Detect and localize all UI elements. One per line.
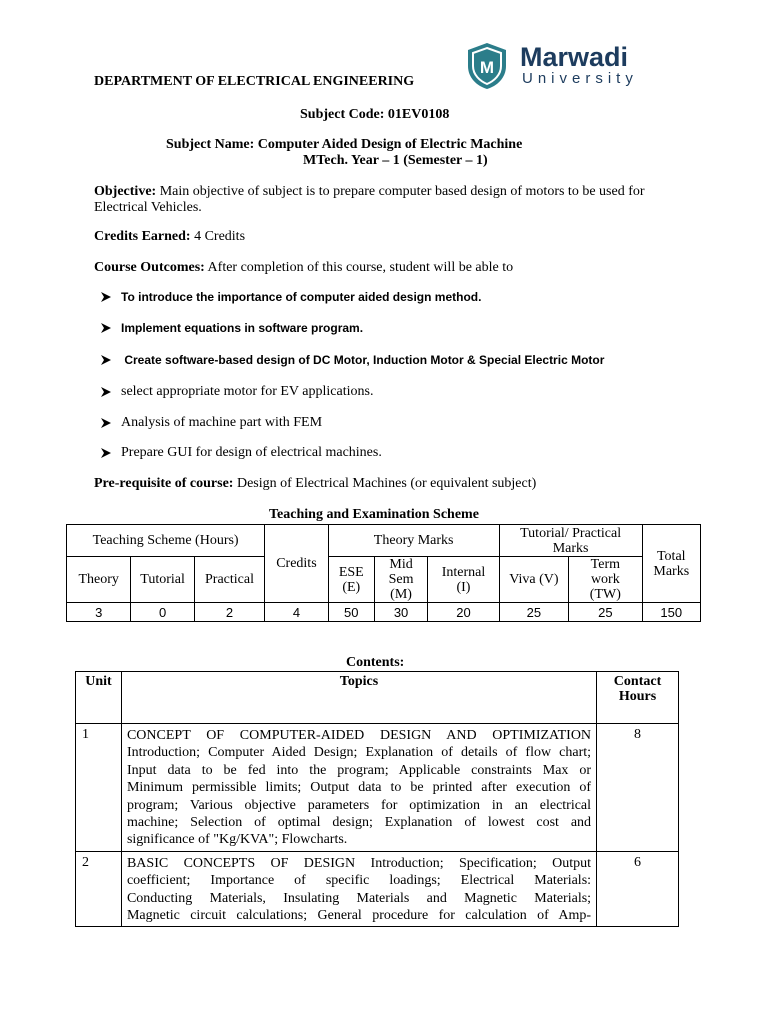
- arrow-bullet-icon: [100, 417, 112, 429]
- practical-header: Practical: [194, 557, 264, 603]
- prerequisite-label: Pre-requisite of course:: [94, 476, 234, 491]
- contact-hours: 6: [597, 851, 679, 927]
- unit-number: 2: [76, 851, 122, 927]
- contents-table: [75, 671, 679, 927]
- tutorial-header: Tutorial: [131, 557, 194, 603]
- term-work-header: Term work (TW): [569, 557, 642, 603]
- list-item: [100, 321, 363, 335]
- internal-header: Internal (I): [428, 557, 499, 603]
- list-item: [100, 445, 382, 461]
- outcome-text: To introduce the importance of computer aided design method.: [121, 290, 482, 304]
- arrow-bullet-icon: [100, 291, 112, 303]
- table-cell: 50: [328, 603, 374, 622]
- list-item: [100, 290, 481, 304]
- total-marks-header: Total Marks: [642, 525, 700, 603]
- arrow-bullet-icon: [100, 447, 112, 459]
- table-cell: 150: [642, 603, 700, 622]
- topic-cell: CONCEPT OF COMPUTER-AIDED DESIGN AND OPTIMIZATION Introduction; Computer Aided Design; Explanation of details of flow chart; Input data to be fed into the program; Applicable constraints Max or Minimum permissible limits; Output data to be printed after execution of program; Various objective parameters for optimization in an electrical machine; Selection of optimal design; Explanation of lowest cost and significance of "Kg/KVA"; Flowcharts.: [121, 724, 596, 852]
- subject-year: MTech. Year – 1 (Semester – 1): [303, 153, 488, 168]
- theory-marks-header: Theory Marks: [328, 525, 499, 557]
- outcome-text: select appropriate motor for EV applications.: [121, 384, 374, 399]
- contents-title: Contents:: [346, 655, 405, 670]
- outcome-text: Analysis of machine part with FEM: [121, 415, 323, 430]
- table-cell: 25: [569, 603, 642, 622]
- shield-icon: [466, 42, 508, 90]
- logo-text-sub: University: [522, 70, 638, 87]
- outcomes-text: After completion of this course, student will be able to: [204, 260, 514, 275]
- outcome-text: Implement equations in software program.: [121, 321, 364, 335]
- table-cell: 20: [428, 603, 499, 622]
- prerequisite-text: Design of Electrical Machines (or equivalent subject): [233, 476, 537, 491]
- list-item: [100, 384, 373, 400]
- mid-sem-header: Mid Sem (M): [374, 557, 427, 603]
- table-row: [76, 724, 679, 852]
- credits-earned: [94, 229, 245, 245]
- table-cell: 4: [265, 603, 328, 622]
- subject-name: Subject Name: Computer Aided Design of Electric Machine: [166, 137, 523, 152]
- objective-text-2: Electrical Vehicles.: [94, 200, 202, 215]
- scheme-table: [66, 524, 701, 622]
- table-cell: 2: [194, 603, 264, 622]
- tutorial-practical-header: Tutorial/ Practical Marks: [499, 525, 642, 557]
- course-outcomes: [94, 260, 513, 276]
- logo-letter: M: [479, 58, 495, 77]
- university-logo: [466, 42, 666, 90]
- theory-header: Theory: [67, 557, 131, 603]
- credits-text: 4 Credits: [190, 229, 246, 244]
- arrow-bullet-icon: [100, 386, 112, 398]
- department-title: DEPARTMENT OF ELECTRICAL ENGINEERING: [94, 74, 415, 89]
- credits-label: Credits Earned:: [94, 229, 191, 244]
- topic-cell: BASIC CONCEPTS OF DESIGN Introduction; Specification; Output coefficient; Importance of specific loadings; Electrical Materials: Conducting Materials, Insulating Materials and Magnetic Materials; Magnetic circuit calculations; General procedure for calculation of Amp-: [121, 851, 596, 927]
- contact-hours: 8: [597, 724, 679, 852]
- teaching-scheme-header: Teaching Scheme (Hours): [67, 525, 265, 557]
- table-cell: 0: [131, 603, 194, 622]
- table-cell: 25: [499, 603, 568, 622]
- objective-label: Objective:: [94, 184, 157, 199]
- subject-code: Subject Code: 01EV0108: [300, 107, 450, 122]
- prerequisite: [94, 476, 536, 492]
- contact-hours-header: Contact Hours: [597, 672, 679, 724]
- ese-header: ESE (E): [328, 557, 374, 603]
- scheme-title: Teaching and Examination Scheme: [269, 507, 479, 522]
- outcome-text: Create software-based design of DC Motor, Induction Motor & Special Electric Motor: [121, 353, 605, 367]
- table-row: [76, 851, 679, 927]
- unit-number: 1: [76, 724, 122, 852]
- outcomes-label: Course Outcomes:: [94, 260, 205, 275]
- outcome-text: Prepare GUI for design of electrical machines.: [121, 445, 382, 460]
- logo-text-main: Marwadi: [520, 42, 629, 72]
- objective: [94, 184, 645, 200]
- unit-header: Unit: [76, 672, 122, 724]
- list-item: [100, 415, 322, 431]
- table-cell: 3: [67, 603, 131, 622]
- credits-header: Credits: [265, 525, 328, 603]
- arrow-bullet-icon: [100, 354, 112, 366]
- table-row: [67, 603, 701, 622]
- list-item: [100, 353, 604, 367]
- topics-header: Topics: [121, 672, 596, 724]
- table-cell: 30: [374, 603, 427, 622]
- viva-header: Viva (V): [499, 557, 568, 603]
- objective-text: Main objective of subject is to prepare computer based design of motors to be used for: [156, 184, 645, 199]
- arrow-bullet-icon: [100, 322, 112, 334]
